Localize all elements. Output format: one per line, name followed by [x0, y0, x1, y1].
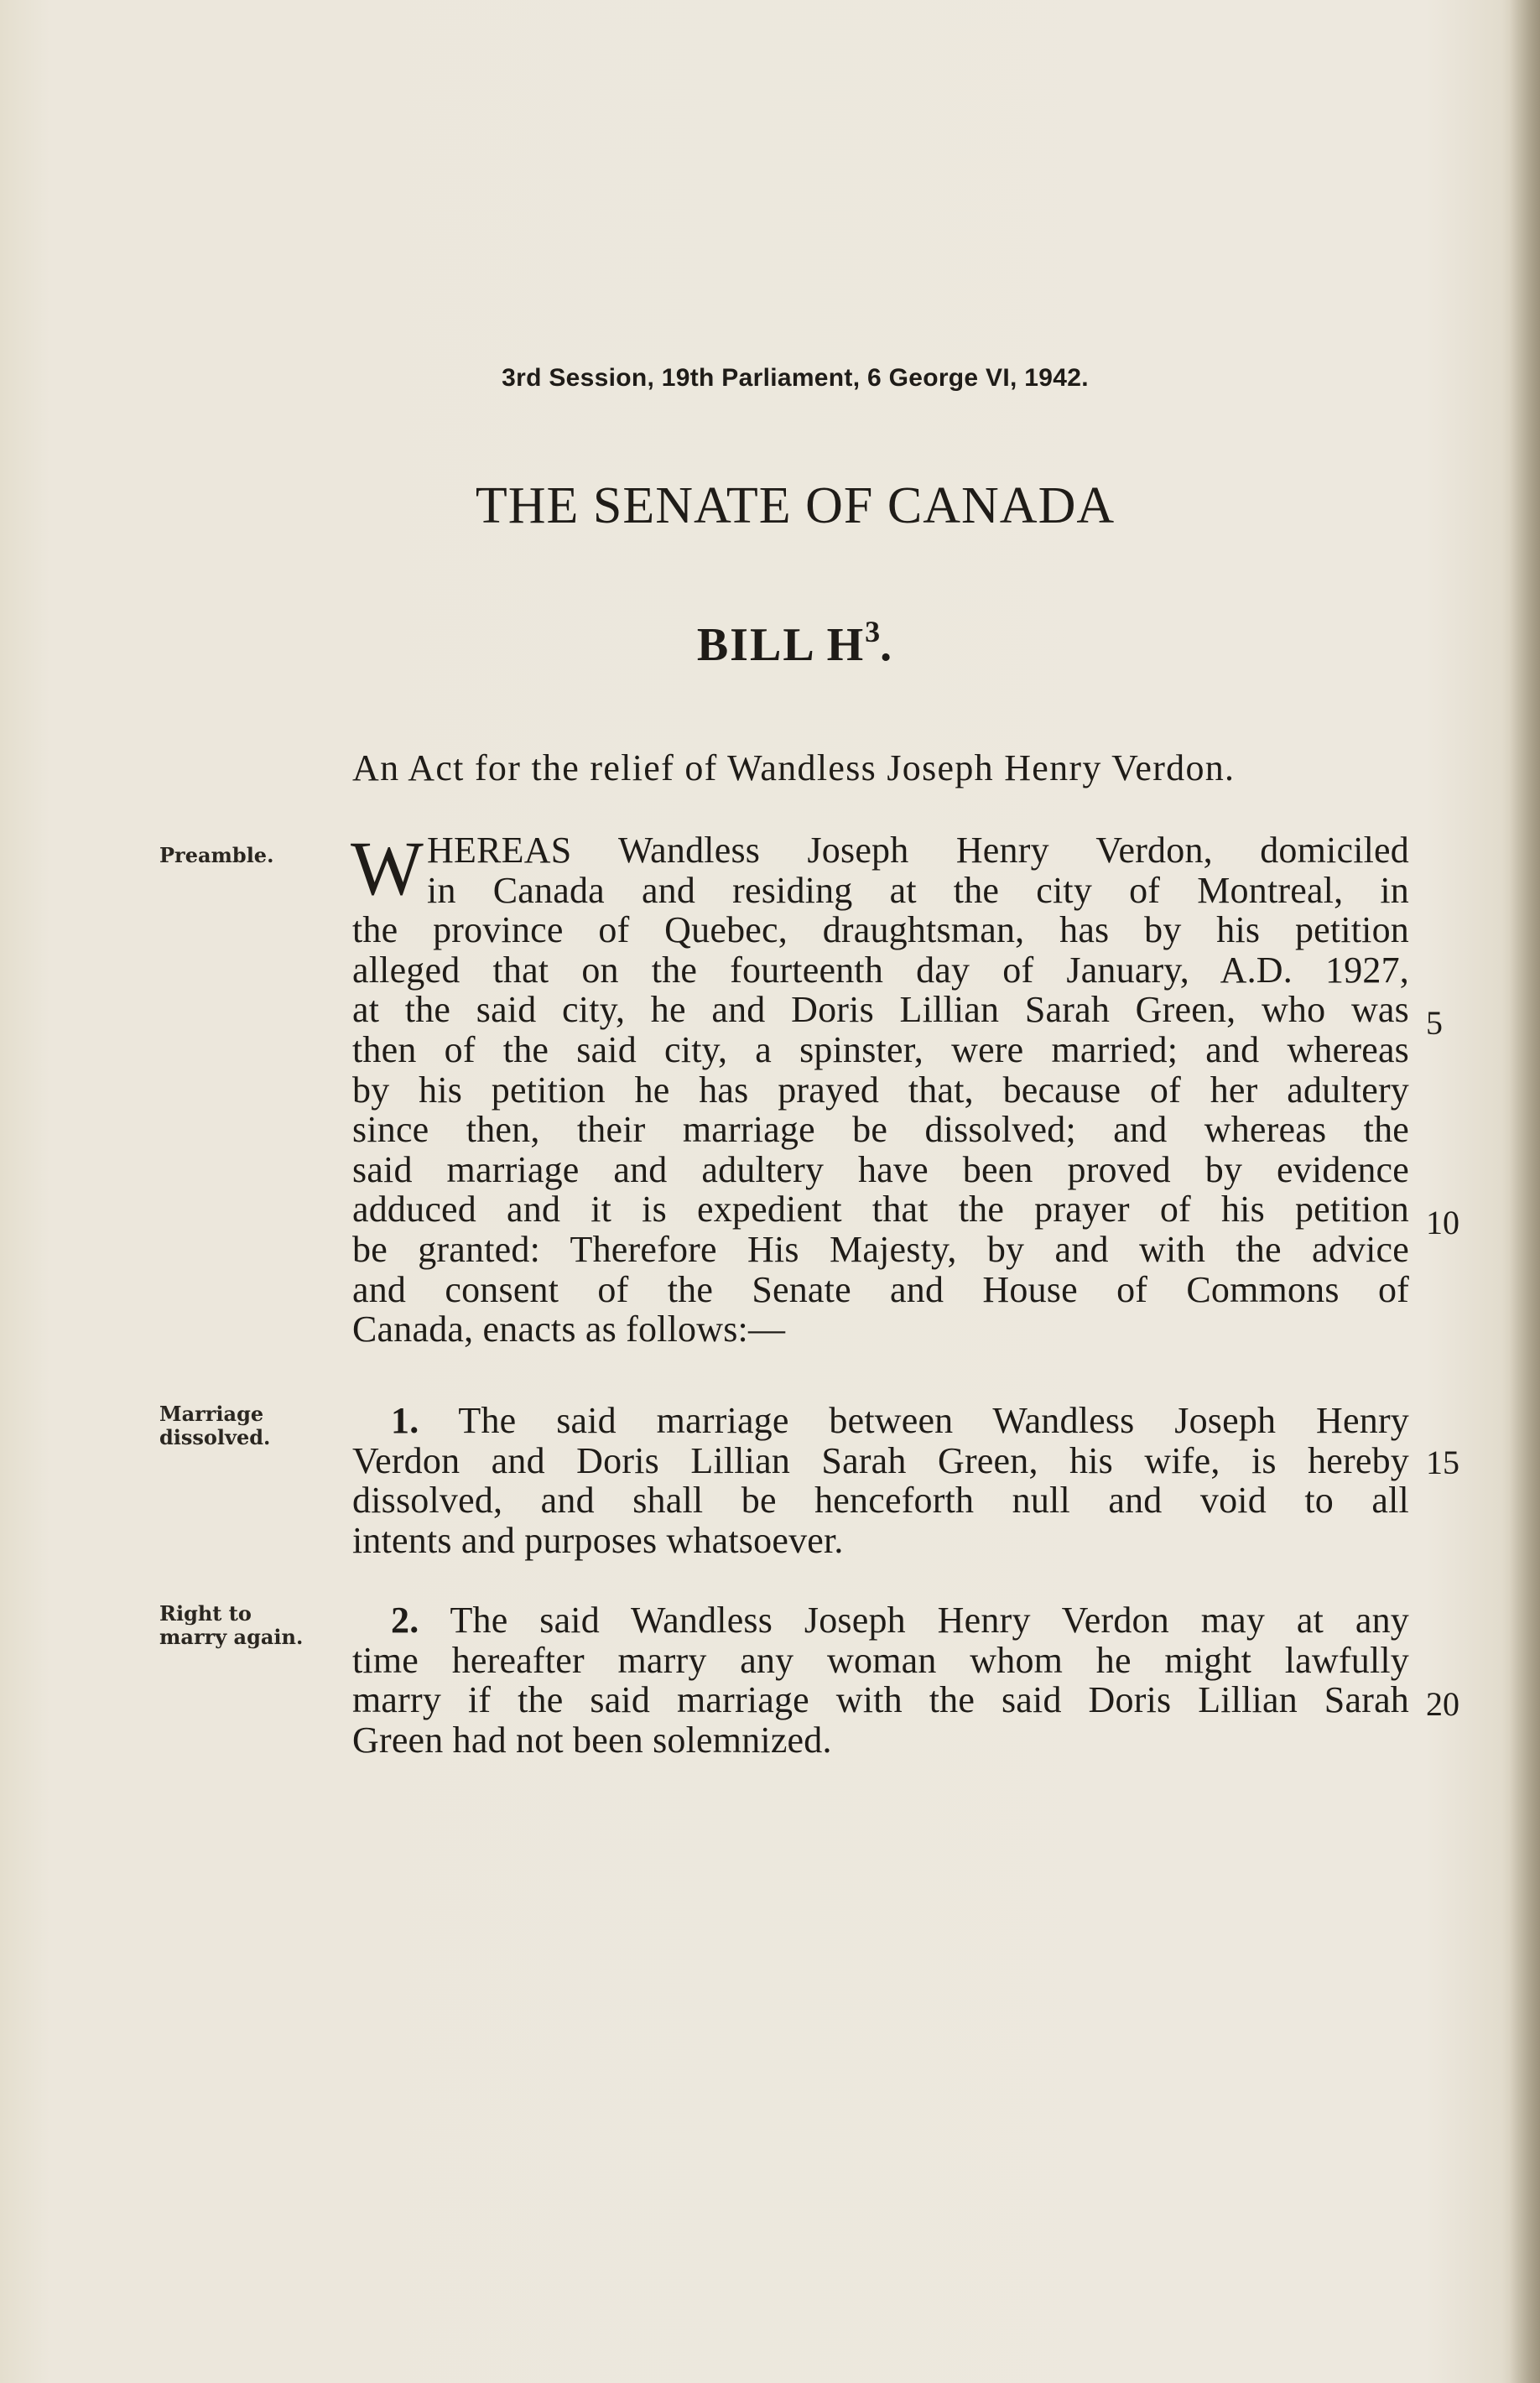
section-1-line: intents and purposes whatsoever. [352, 1519, 844, 1561]
preamble-line: said marriage and adultery have been proved by evidence [352, 1148, 1409, 1190]
section-2-line-text: The said Wandless Joseph Henry Verdon may at any [450, 1600, 1410, 1641]
section-1-number: 1. [391, 1400, 419, 1441]
margin-note-line: dissolved. [159, 1425, 271, 1449]
line-number: 20 [1426, 1685, 1459, 1723]
section-2-line [352, 1600, 1409, 1641]
preamble-line: since then, their marriage be dissolved; and whereas the [352, 1109, 1409, 1151]
preamble-line: in Canada and residing at the city of Montreal, in [427, 869, 1409, 911]
section-1-line: dissolved, and shall be henceforth null and void to all [352, 1480, 1409, 1522]
preamble-line: then of the said city, a spinster, were married; and whereas [352, 1028, 1409, 1070]
line-number: 15 [1426, 1444, 1459, 1481]
preamble-text [351, 825, 1409, 1350]
preamble-line: adduced and it is expedient that the prayer of his petition [352, 1189, 1409, 1231]
book-spine-shadow [1510, 0, 1540, 2383]
bill-superscript: 3 [865, 615, 881, 648]
section-2-line: marry if the said marriage with the said Doris Lillian Sarah [352, 1679, 1409, 1721]
margin-note-line: Marriage [159, 1402, 264, 1426]
margin-note-marriage-dissolved [159, 1402, 270, 1449]
section-1-text [352, 1401, 1409, 1560]
chamber-title: THE SENATE OF CANADA [475, 477, 1116, 534]
section-2-text [352, 1600, 1409, 1760]
preamble-line: at the said city, he and Doris Lillian Sarah Green, who was [352, 989, 1409, 1031]
line-number: 5 [1426, 1004, 1443, 1042]
section-1-line [352, 1401, 1409, 1441]
preamble-line: by his petition he has prayed that, because of her adultery [352, 1069, 1409, 1111]
margin-note-right-to-marry [159, 1602, 303, 1649]
margin-note-line: marry again. [159, 1625, 304, 1649]
line-number: 10 [1426, 1204, 1459, 1241]
preamble-line: Canada, enacts as follows:— [352, 1309, 786, 1350]
margin-note-preamble: Preamble. [159, 843, 274, 867]
section-1-line: Verdon and Doris Lillian Sarah Green, his wife, is hereby [352, 1439, 1409, 1481]
bill-number [0, 614, 1540, 672]
act-title: An Act for the relief of Wandless Joseph Henry Verdon. [352, 747, 1236, 788]
bill-suffix: . [880, 619, 894, 671]
section-2-number: 2. [391, 1600, 419, 1641]
session-header: 3rd Session, 19th Parliament, 6 George VI, 1942. [502, 364, 1089, 392]
preamble-line: be granted: Therefore His Majesty, by and with the advice [352, 1228, 1409, 1270]
bill-label: BILL H [696, 619, 866, 671]
drop-cap: W [351, 825, 424, 911]
section-2-line: Green had not been solemnized. [352, 1719, 832, 1761]
margin-note-line: Right to [159, 1601, 252, 1626]
preamble-line: the province of Quebec, draughtsman, has by his petition [352, 909, 1409, 951]
preamble-line: and consent of the Senate and House of Commons of [352, 1268, 1409, 1310]
section-1-line-text: The said marriage between Wandless Joseph Henry [458, 1400, 1410, 1441]
section-2-line: time hereafter marry any woman whom he might lawfully [352, 1639, 1409, 1681]
preamble-line: alleged that on the fourteenth day of January, A.D. 1927, [352, 949, 1409, 991]
preamble-line: HEREAS Wandless Joseph Henry Verdon, domiciled [427, 830, 1409, 871]
